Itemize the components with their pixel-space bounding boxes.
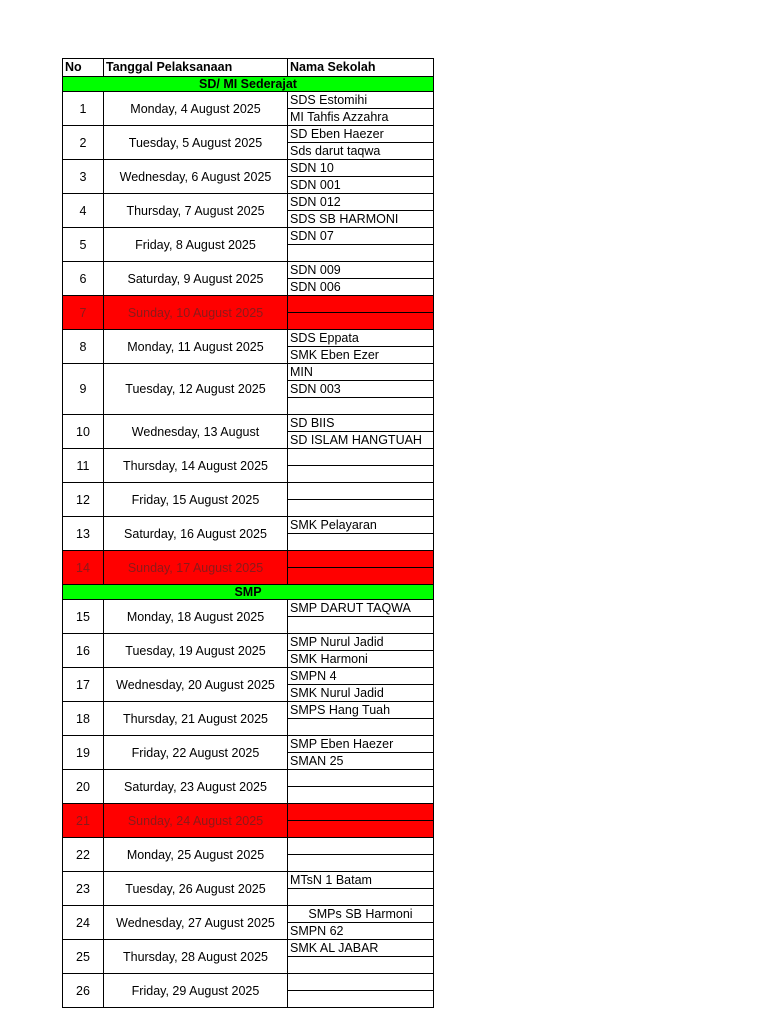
- row-number: 7: [63, 296, 104, 330]
- table-row: [63, 804, 434, 821]
- row-date: Wednesday, 27 August 2025: [104, 906, 288, 940]
- school-name: SMK Harmoni: [288, 651, 434, 668]
- row-date: Sunday, 24 August 2025: [104, 804, 288, 838]
- table-row: [63, 736, 434, 753]
- school-name: SMP Eben Haezer: [288, 736, 434, 753]
- school-name: SMK Nurul Jadid: [288, 685, 434, 702]
- school-name: SMPN 62: [288, 923, 434, 940]
- school-name: [288, 617, 434, 634]
- school-name: [288, 770, 434, 787]
- school-name: SMK Pelayaran: [288, 517, 434, 534]
- row-number: 9: [63, 364, 104, 415]
- section-header: [63, 585, 434, 600]
- school-name: MI Tahfis Azzahra: [288, 109, 434, 126]
- school-name: SMPS Hang Tuah: [288, 702, 434, 719]
- row-date: Sunday, 10 August 2025: [104, 296, 288, 330]
- school-name: SDN 10: [288, 160, 434, 177]
- school-name: [288, 245, 434, 262]
- school-name: SD BIIS: [288, 415, 434, 432]
- school-name: MTsN 1 Batam: [288, 872, 434, 889]
- school-name: SMP Nurul Jadid: [288, 634, 434, 651]
- school-name: [288, 296, 434, 313]
- school-name: SDN 006: [288, 279, 434, 296]
- school-name: SD Eben Haezer: [288, 126, 434, 143]
- school-name: [288, 449, 434, 466]
- table-row: [63, 600, 434, 617]
- school-name: [288, 398, 434, 415]
- row-date: Monday, 25 August 2025: [104, 838, 288, 872]
- row-date: Friday, 15 August 2025: [104, 483, 288, 517]
- row-date: Thursday, 14 August 2025: [104, 449, 288, 483]
- table-row: [63, 770, 434, 787]
- row-date: Wednesday, 6 August 2025: [104, 160, 288, 194]
- school-name: SDS Estomihi: [288, 92, 434, 109]
- school-name: [288, 889, 434, 906]
- row-number: 12: [63, 483, 104, 517]
- table-row: [63, 228, 434, 245]
- school-name: SMK AL JABAR: [288, 940, 434, 957]
- row-number: 1: [63, 92, 104, 126]
- school-name: [288, 855, 434, 872]
- table-row: [63, 160, 434, 177]
- table-row: [63, 92, 434, 109]
- row-number: 21: [63, 804, 104, 838]
- school-name: SD ISLAM HANGTUAH: [288, 432, 434, 449]
- school-name: [288, 991, 434, 1008]
- school-name: [288, 787, 434, 804]
- row-date: Sunday, 17 August 2025: [104, 551, 288, 585]
- school-name: SMK Eben Ezer: [288, 347, 434, 364]
- row-date: Monday, 11 August 2025: [104, 330, 288, 364]
- row-date: Tuesday, 19 August 2025: [104, 634, 288, 668]
- row-number: 26: [63, 974, 104, 1008]
- row-number: 25: [63, 940, 104, 974]
- table-row: [63, 415, 434, 432]
- table-row: [63, 194, 434, 211]
- school-name: SDN 009: [288, 262, 434, 279]
- row-number: 17: [63, 668, 104, 702]
- row-number: 15: [63, 600, 104, 634]
- school-name: [288, 838, 434, 855]
- row-number: 2: [63, 126, 104, 160]
- row-number: 18: [63, 702, 104, 736]
- row-date: Saturday, 23 August 2025: [104, 770, 288, 804]
- row-date: Tuesday, 26 August 2025: [104, 872, 288, 906]
- row-date: Wednesday, 13 August: [104, 415, 288, 449]
- row-number: 20: [63, 770, 104, 804]
- school-name: Sds darut taqwa: [288, 143, 434, 160]
- row-number: 19: [63, 736, 104, 770]
- header-no: No: [63, 59, 104, 77]
- row-date: Tuesday, 12 August 2025: [104, 364, 288, 415]
- schedule-table-body: [63, 59, 434, 1008]
- row-number: 5: [63, 228, 104, 262]
- school-name: [288, 821, 434, 838]
- school-name: [288, 466, 434, 483]
- table-row: [63, 364, 434, 381]
- row-number: 10: [63, 415, 104, 449]
- table-row: [63, 974, 434, 991]
- row-number: 11: [63, 449, 104, 483]
- school-name: [288, 313, 434, 330]
- school-name: [288, 804, 434, 821]
- row-date: Friday, 29 August 2025: [104, 974, 288, 1008]
- header-school: Nama Sekolah: [288, 59, 434, 77]
- school-name: [288, 534, 434, 551]
- table-row: [63, 517, 434, 534]
- table-row: [63, 449, 434, 466]
- table-row: [63, 551, 434, 568]
- school-name: [288, 974, 434, 991]
- school-name: SDS SB HARMONI: [288, 211, 434, 228]
- table-row: [63, 838, 434, 855]
- school-name: SDN 003: [288, 381, 434, 398]
- table-row: [63, 872, 434, 889]
- row-number: 4: [63, 194, 104, 228]
- school-name: SMAN 25: [288, 753, 434, 770]
- school-name: [288, 551, 434, 568]
- row-number: 23: [63, 872, 104, 906]
- row-date: Friday, 22 August 2025: [104, 736, 288, 770]
- table-row: [63, 296, 434, 313]
- row-number: 16: [63, 634, 104, 668]
- row-date: Monday, 4 August 2025: [104, 92, 288, 126]
- school-name: SMPs SB Harmoni: [288, 906, 434, 923]
- school-name: [288, 719, 434, 736]
- school-name: SMP DARUT TAQWA: [288, 600, 434, 617]
- row-date: Saturday, 16 August 2025: [104, 517, 288, 551]
- row-number: 6: [63, 262, 104, 296]
- table-row: [63, 668, 434, 685]
- school-name: [288, 957, 434, 974]
- section-header: [63, 77, 434, 92]
- row-date: Thursday, 21 August 2025: [104, 702, 288, 736]
- row-number: 24: [63, 906, 104, 940]
- row-number: 22: [63, 838, 104, 872]
- header-date: Tanggal Pelaksanaan: [104, 59, 288, 77]
- table-row: [63, 906, 434, 923]
- row-date: Tuesday, 5 August 2025: [104, 126, 288, 160]
- school-name: MIN: [288, 364, 434, 381]
- row-date: Saturday, 9 August 2025: [104, 262, 288, 296]
- school-name: SDN 07: [288, 228, 434, 245]
- table-row: [63, 940, 434, 957]
- row-date: Friday, 8 August 2025: [104, 228, 288, 262]
- table-row: [63, 702, 434, 719]
- table-row: [63, 126, 434, 143]
- school-name: SDN 001: [288, 177, 434, 194]
- row-number: 13: [63, 517, 104, 551]
- row-date: Thursday, 28 August 2025: [104, 940, 288, 974]
- school-name: [288, 500, 434, 517]
- school-name: SDS Eppata: [288, 330, 434, 347]
- row-date: Monday, 18 August 2025: [104, 600, 288, 634]
- section-title: SD/ MI Sederajat: [63, 77, 434, 92]
- section-title: SMP: [63, 585, 434, 600]
- row-date: Thursday, 7 August 2025: [104, 194, 288, 228]
- table-row: [63, 330, 434, 347]
- header-row: [63, 59, 434, 77]
- row-date: Wednesday, 20 August 2025: [104, 668, 288, 702]
- schedule-table: [62, 58, 434, 1008]
- school-name: [288, 483, 434, 500]
- table-row: [63, 483, 434, 500]
- row-number: 14: [63, 551, 104, 585]
- school-name: SDN 012: [288, 194, 434, 211]
- school-name: [288, 568, 434, 585]
- table-row: [63, 262, 434, 279]
- row-number: 8: [63, 330, 104, 364]
- table-row: [63, 634, 434, 651]
- school-name: SMPN 4: [288, 668, 434, 685]
- row-number: 3: [63, 160, 104, 194]
